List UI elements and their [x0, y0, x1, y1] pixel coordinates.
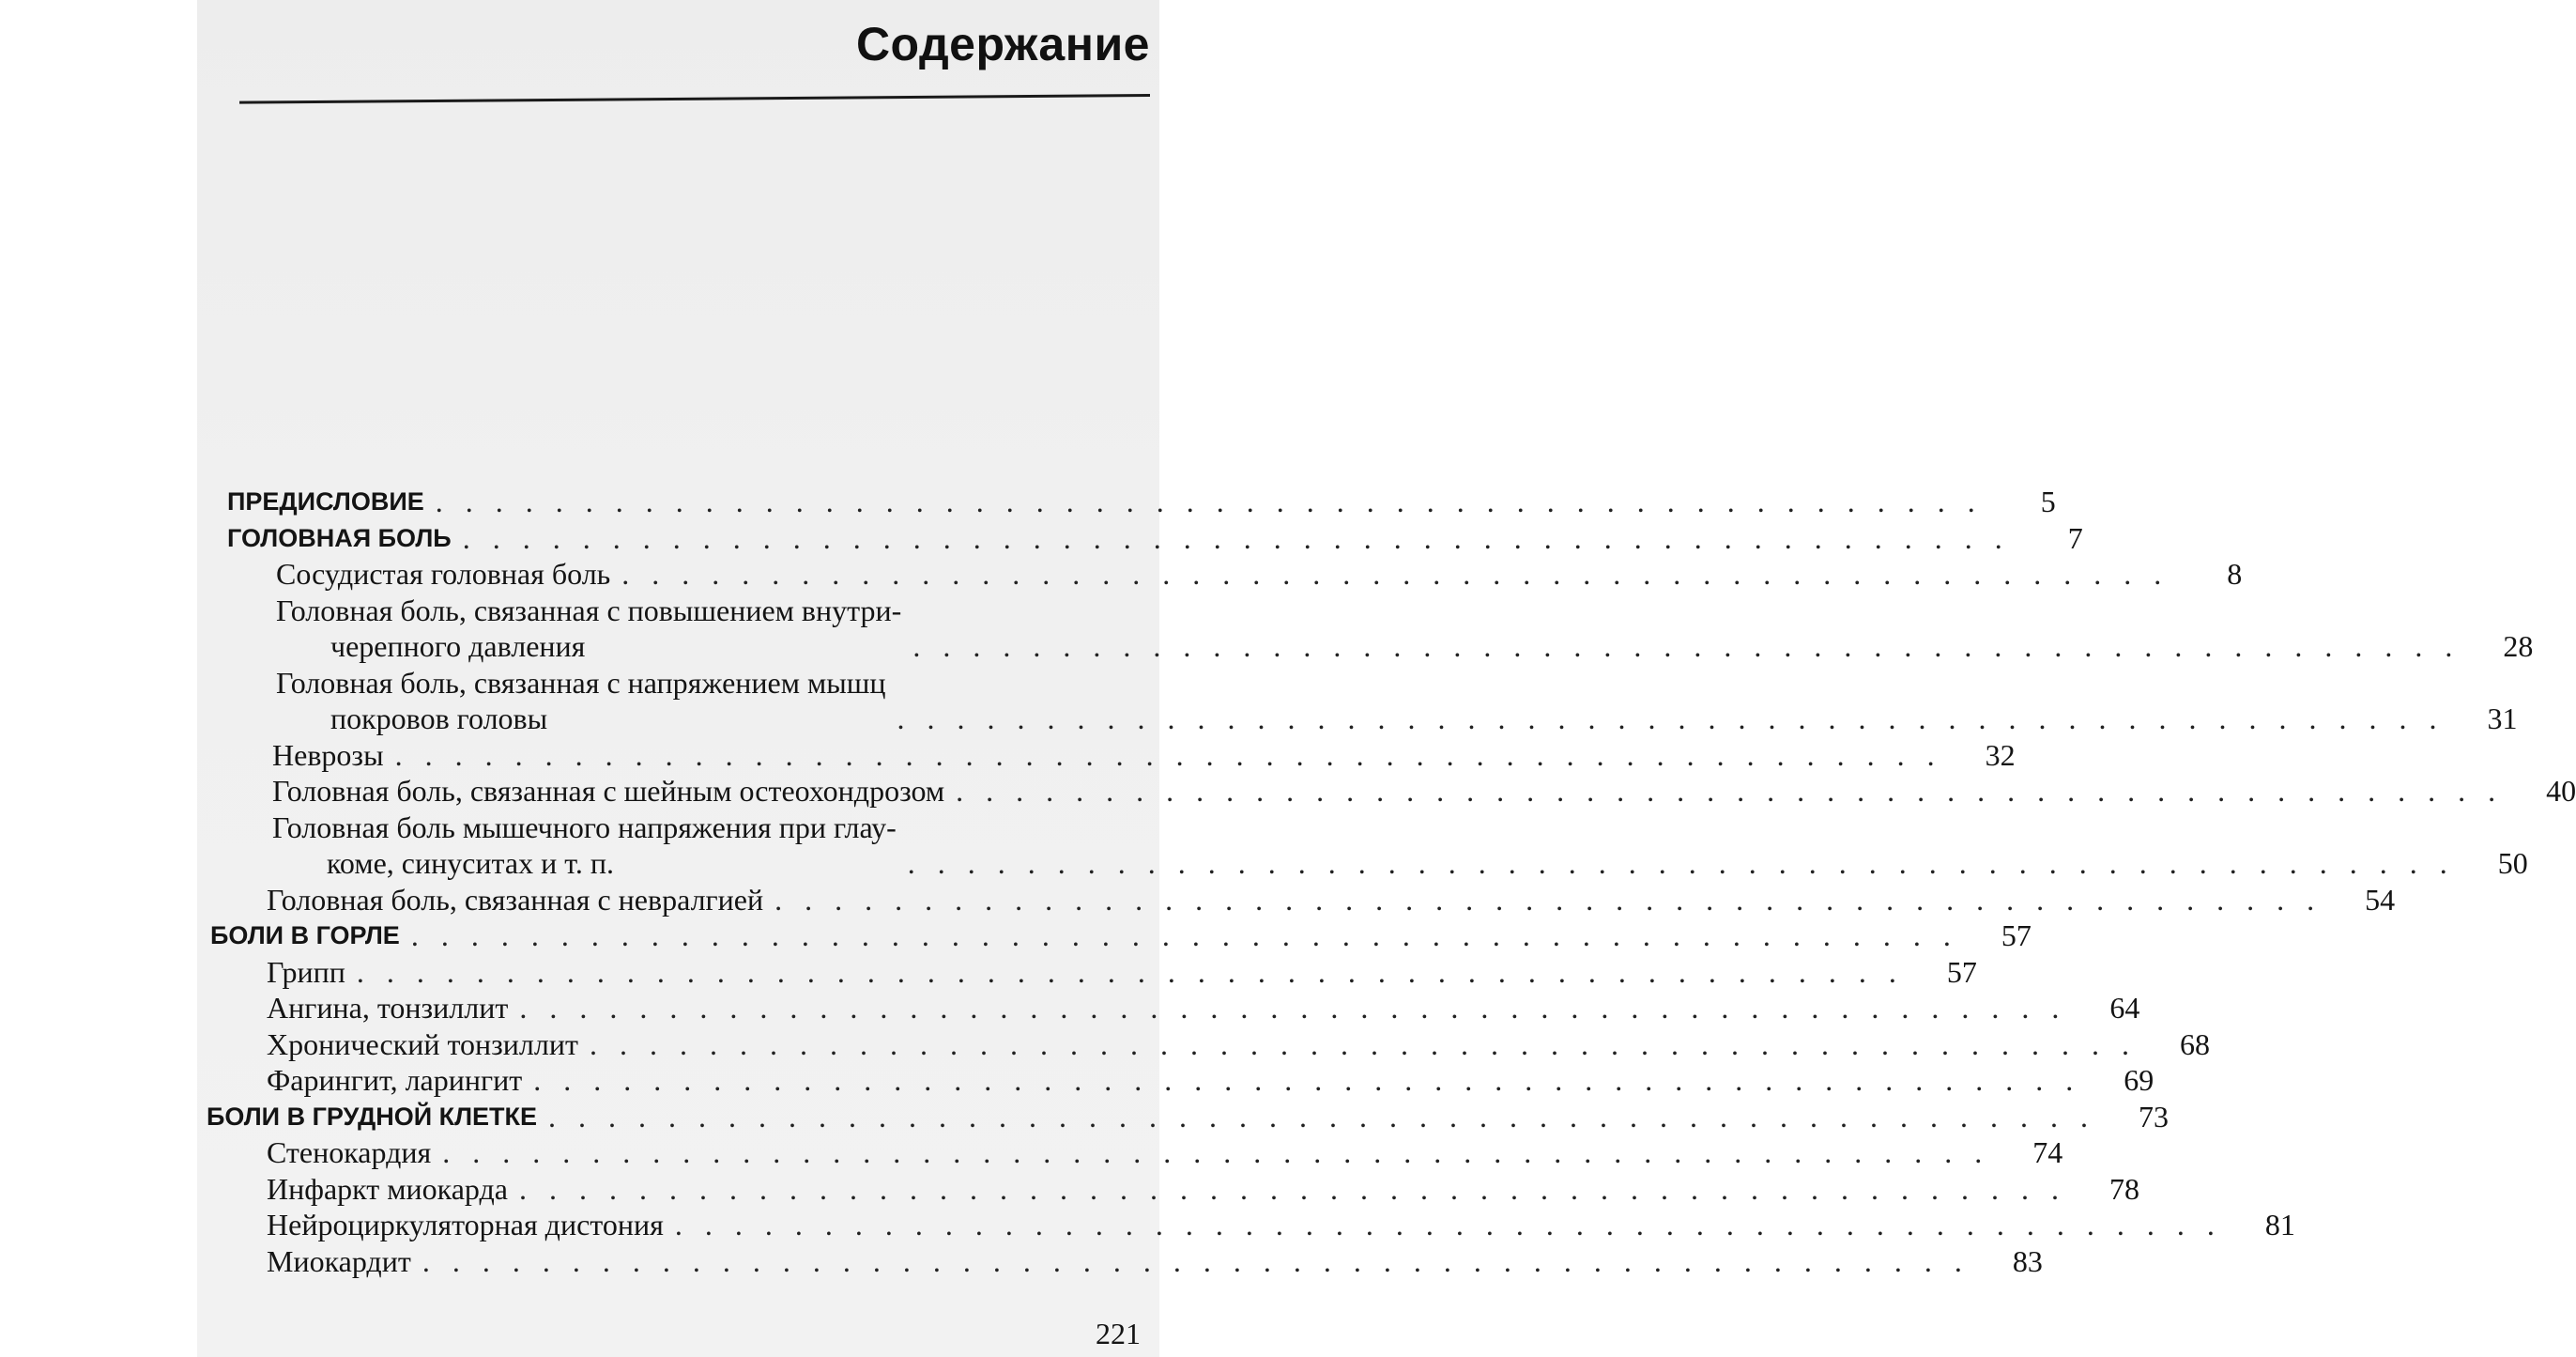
toc-entry-neurocirculatory-dystonia[interactable]	[197, 1207, 2295, 1243]
toc-entry-headache[interactable]	[197, 520, 2083, 557]
toc-entry-label: Сосудистая головная боль	[276, 557, 611, 591]
toc-entry-page: 81	[2264, 1208, 2295, 1241]
toc-entry-intracranial-pressure[interactable]	[197, 593, 2534, 665]
table-of-contents	[197, 484, 2576, 1279]
toc-entry-throat-pain[interactable]	[197, 918, 2032, 954]
toc-entry-page: 8	[2227, 557, 2243, 591]
toc-entry-label: ГОЛОВНАЯ БОЛЬ	[227, 523, 452, 552]
toc-entry-myocarditis[interactable]	[197, 1243, 2043, 1280]
toc-entry-page: 40	[2546, 774, 2576, 808]
toc-leader-dots: . . . . . . . . . . . . . . . . . . . . . . . . . . . . . . . . . . . . . . . . . . . . . . . . . . . .	[956, 774, 2504, 808]
toc-leader-dots: . . . . . . . . . . . . . . . . . . . . . . . . . . . . . . . . . . . . . . . . . . . . . . . . . . . .	[774, 882, 2323, 917]
toc-entry-label: Ангина, тонзиллит	[267, 991, 509, 1025]
toc-entry-page: 32	[1985, 737, 2016, 772]
toc-entry-label: Миокардит	[267, 1243, 411, 1278]
toc-entry-label: БОЛИ В ГРУДНОЙ КЛЕТКЕ	[207, 1102, 538, 1131]
toc-entry-label-line1: Головная боль мышечного напряжения при глау-	[272, 810, 897, 844]
toc-entry-neuroses[interactable]	[197, 737, 2016, 774]
toc-entry-page: 5	[2040, 485, 2056, 518]
toc-entry-page: 74	[2032, 1135, 2063, 1169]
toc-entry-osteochondrosis[interactable]	[197, 773, 2576, 810]
toc-leader-dots: . . . . . . . . . . . . . . . . . . . . . . . . . . . . . . . . . . . . . . . . . . . . . . . . . . . .	[356, 954, 1904, 989]
toc-entry-page: 28	[2503, 629, 2534, 663]
toc-entry-page: 54	[2365, 882, 2396, 917]
toc-entry-muscle-tension-head[interactable]	[197, 665, 2518, 737]
toc-entry-label-line1: Головная боль, связанная с повышением внутри-	[276, 593, 902, 627]
toc-leader-dots: . . . . . . . . . . . . . . . . . . . . . . . . . . . . . . . . . . . . . . . . . . . . . . . . . . . .	[519, 991, 2067, 1025]
toc-entry-page: 68	[2179, 1026, 2210, 1061]
title-rule	[239, 94, 1150, 104]
toc-entry-label: Грипп	[267, 954, 345, 989]
toc-entry-page: 50	[2497, 846, 2528, 880]
toc-entry-page: 57	[2001, 918, 2032, 952]
toc-entry-label: Стенокардия	[267, 1135, 432, 1169]
toc-entry-page: 7	[2067, 520, 2083, 555]
toc-entry-preface[interactable]	[197, 484, 2056, 520]
toc-entry-page: 69	[2124, 1063, 2154, 1097]
toc-entry-neuralgia[interactable]	[197, 882, 2396, 918]
toc-entry-myocardial-infarction[interactable]	[197, 1171, 2139, 1208]
toc-entry-label-line2: черепного давления	[330, 629, 586, 663]
toc-entry-label: Хронический тонзиллит	[267, 1026, 578, 1061]
toc-entry-label: БОЛИ В ГОРЛЕ	[210, 921, 400, 949]
toc-entry-label: Нейроциркуляторная дистония	[267, 1208, 664, 1241]
toc-leader-dots: . . . . . . . . . . . . . . . . . . . . . . . . . . . . . . . . . . . . . . . . . . . . . . . . . . . .	[907, 846, 2455, 880]
toc-leader-dots: . . . . . . . . . . . . . . . . . . . . . . . . . . . . . . . . . . . . . . . . . . . . . . . . . . . .	[621, 557, 2170, 591]
toc-entry-label-line2: покровов головы	[330, 702, 548, 735]
toc-leader-dots: . . . . . . . . . . . . . . . . . . . . . . . . . . . . . . . . . . . . . . . . . . . . . . . . . . . .	[897, 702, 2445, 735]
toc-leader-dots: . . . . . . . . . . . . . . . . . . . . . . . . . . . . . . . . . . . . . . . . . . . . . . . . . . . .	[518, 1171, 2066, 1206]
toc-entry-label-line1: Головная боль, связанная с напряжением мышц	[276, 665, 886, 700]
toc-leader-dots: . . . . . . . . . . . . . . . . . . . . . . . . . . . . . . . . . . . . . . . . . . . . . . . . . . . .	[410, 918, 1958, 952]
toc-leader-dots: . . . . . . . . . . . . . . . . . . . . . . . . . . . . . . . . . . . . . . . . . . . . . . . . . . . .	[422, 1243, 1970, 1278]
toc-entry-page: 57	[1946, 954, 1977, 989]
toc-entry-vascular-headache[interactable]	[197, 556, 2243, 593]
toc-leader-dots: . . . . . . . . . . . . . . . . . . . . . . . . . . . . . . . . . . . . . . . . . . . . . . . . . . . .	[548, 1099, 2096, 1133]
toc-entry-label: Головная боль, связанная с шейным остеохондрозом	[272, 774, 945, 808]
toc-entry-page: 73	[2139, 1099, 2170, 1133]
toc-entry-page: 78	[2108, 1171, 2139, 1206]
toc-leader-dots: . . . . . . . . . . . . . . . . . . . . . . . . . . . . . . . . . . . . . . . . . . . . . . . . . . . .	[912, 629, 2461, 663]
book-page	[197, 0, 2576, 1357]
page-title: Содержание	[855, 18, 1150, 70]
toc-entry-angina-tonsillitis[interactable]	[197, 990, 2140, 1026]
toc-entry-chronic-tonsillitis[interactable]	[197, 1026, 2210, 1063]
page-number: 221	[1096, 1317, 1141, 1350]
toc-leader-dots: . . . . . . . . . . . . . . . . . . . . . . . . . . . . . . . . . . . . . . . . . . . . . . . . . . . .	[533, 1063, 2081, 1097]
toc-entry-label-line2: коме, синуситах и т. п.	[327, 846, 614, 880]
toc-entry-label: Головная боль, связанная с невралгией	[267, 882, 764, 917]
toc-entry-page: 31	[2487, 702, 2518, 735]
toc-entry-chest-pain[interactable]	[197, 1099, 2170, 1135]
toc-entry-stenocardia[interactable]	[197, 1134, 2063, 1171]
toc-leader-dots: . . . . . . . . . . . . . . . . . . . . . . . . . . . . . . . . . . . . . . . . . . . . . . . . . . . .	[674, 1208, 2222, 1241]
toc-entry-page: 83	[2012, 1243, 2043, 1278]
toc-entry-pharyngitis[interactable]	[197, 1062, 2154, 1099]
toc-leader-dots: . . . . . . . . . . . . . . . . . . . . . . . . . . . . . . . . . . . . . . . . . . . . . . . . . . . .	[462, 520, 2010, 555]
toc-entry-glaucoma-sinusitis[interactable]	[197, 810, 2528, 882]
toc-entry-label: Фарингит, ларингит	[267, 1063, 523, 1097]
toc-entry-flu[interactable]	[197, 954, 1977, 991]
toc-leader-dots: . . . . . . . . . . . . . . . . . . . . . . . . . . . . . . . . . . . . . . . . . . . . . . . . . . . .	[394, 737, 1942, 772]
toc-entry-label: Неврозы	[272, 737, 384, 772]
toc-leader-dots: . . . . . . . . . . . . . . . . . . . . . . . . . . . . . . . . . . . . . . . . . . . . . . . . . . . .	[589, 1026, 2137, 1061]
toc-entry-label: ПРЕДИСЛОВИЕ	[227, 487, 424, 516]
toc-entry-page: 64	[2109, 991, 2140, 1025]
toc-leader-dots: . . . . . . . . . . . . . . . . . . . . . . . . . . . . . . . . . . . . . . . . . . . . . . . . . . . .	[442, 1135, 1990, 1169]
toc-leader-dots: . . . . . . . . . . . . . . . . . . . . . . . . . . . . . . . . . . . . . . . . . . . . . . . . . . . .	[435, 485, 1983, 518]
toc-entry-label: Инфаркт миокарда	[267, 1171, 508, 1206]
